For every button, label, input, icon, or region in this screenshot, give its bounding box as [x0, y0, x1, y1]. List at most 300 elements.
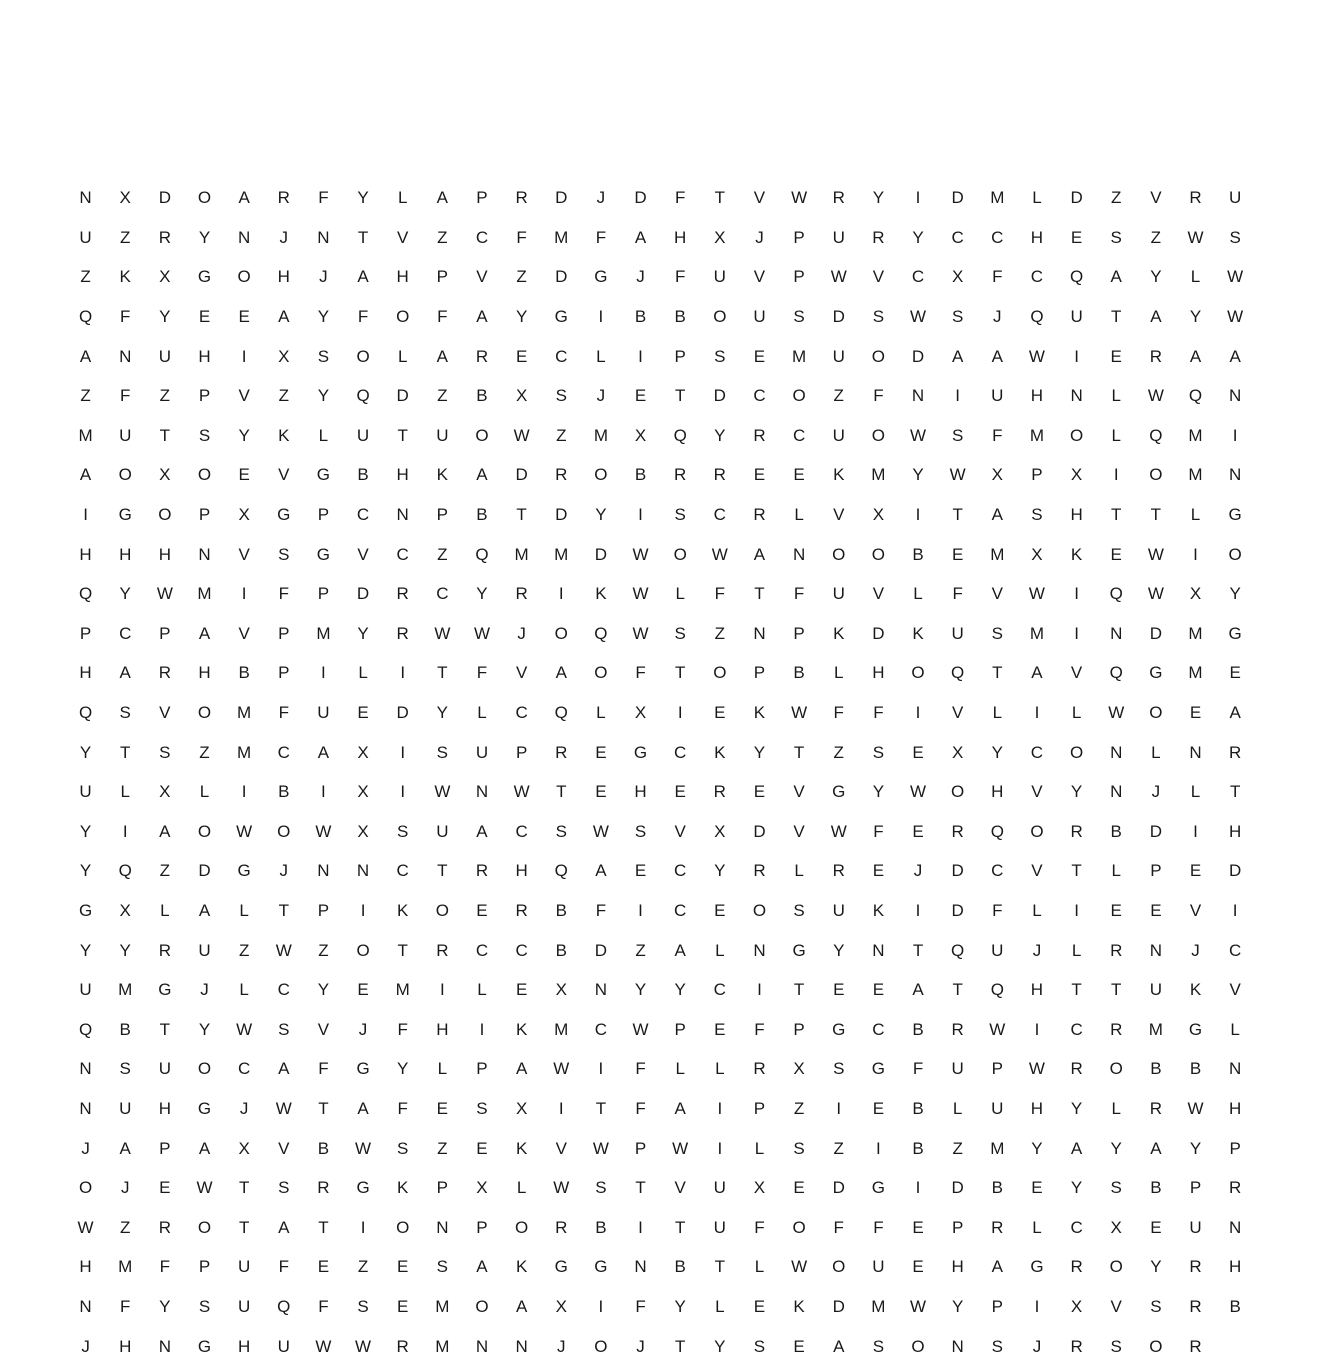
grid-letter: A [476, 821, 489, 841]
grid-letter: L [715, 1059, 726, 1079]
grid-letter: N [1070, 386, 1084, 406]
grid-letter: W [910, 307, 927, 327]
grid-letter: M [435, 1336, 450, 1356]
grid-letter: N [515, 1336, 529, 1356]
grid-letter: U [119, 425, 132, 445]
grid-letter: A [317, 742, 330, 762]
grid-letter: L [1032, 900, 1043, 920]
grid-letter: F [476, 663, 488, 683]
grid-letter: X [555, 1296, 568, 1316]
grid-letter: L [992, 703, 1003, 723]
grid-letter: E [872, 980, 885, 1000]
grid-letter: D [396, 386, 410, 406]
grid-letter: P [1150, 861, 1163, 881]
grid-letter: N [951, 1336, 965, 1356]
grid-letter: R [753, 1059, 767, 1079]
grid-letter: N [1110, 623, 1123, 643]
grid-letter: J [81, 1336, 91, 1356]
grid-letter: R [1189, 1336, 1203, 1356]
grid-letter: I [638, 505, 644, 525]
grid-letter: P [436, 1178, 449, 1198]
grid-letter: U [436, 821, 449, 841]
grid-letter: L [1111, 425, 1122, 445]
grid-letter: L [1190, 267, 1201, 287]
grid-letter: U [237, 1257, 251, 1277]
grid-letter: V [357, 544, 370, 564]
grid-letter: S [555, 386, 568, 406]
grid-letter: V [872, 267, 885, 287]
grid-letter: E [1229, 663, 1242, 683]
grid-letter: B [476, 505, 489, 525]
grid-letter: S [1031, 505, 1044, 525]
grid-letter: O [396, 1217, 410, 1237]
grid-letter: E [872, 861, 885, 881]
grid-letter: B [912, 544, 925, 564]
grid-letter: T [674, 1217, 686, 1237]
grid-letter: J [1032, 1336, 1042, 1356]
grid-letter: I [321, 663, 327, 683]
grid-letter: C [475, 227, 489, 247]
grid-letter: X [951, 742, 964, 762]
grid-letter: Z [437, 1138, 449, 1158]
grid-letter: P [436, 505, 449, 525]
grid-letter: P [317, 584, 330, 604]
grid-letter: W [910, 782, 927, 802]
grid-letter: P [793, 227, 806, 247]
grid-letter: C [515, 703, 529, 723]
grid-letter: R [1149, 1098, 1163, 1118]
grid-letter: T [714, 188, 726, 208]
grid-letter: T [793, 980, 805, 1000]
grid-letter: G [197, 1336, 212, 1356]
grid-letter: T [1111, 505, 1122, 525]
grid-letter: F [674, 188, 686, 208]
grid-letter: H [1030, 227, 1044, 247]
grid-letter: B [634, 307, 647, 327]
grid-letter: K [793, 1296, 806, 1316]
grid-letter: Y [119, 940, 132, 960]
grid-letter: Y [991, 742, 1004, 762]
grid-letter: Z [714, 623, 726, 643]
grid-letter: S [793, 1138, 806, 1158]
grid-letter: Y [79, 821, 92, 841]
grid-row [66, 574, 1256, 614]
grid-letter: Z [952, 1138, 964, 1158]
grid-letter: H [237, 1336, 251, 1356]
grid-letter: Z [833, 1138, 845, 1158]
grid-letter: V [1110, 1296, 1123, 1316]
grid-letter: U [79, 227, 93, 247]
grid-letter: L [477, 980, 488, 1000]
grid-letter: F [159, 1257, 171, 1277]
grid-letter: A [1150, 307, 1163, 327]
grid-letter: Q [475, 544, 490, 564]
grid-letter: S [436, 1257, 449, 1277]
grid-letter: Y [317, 386, 330, 406]
grid-letter: A [198, 1138, 211, 1158]
grid-letter: L [199, 782, 210, 802]
grid-letter: A [357, 1098, 370, 1118]
grid-letter: N [872, 940, 886, 960]
grid-letter: Z [120, 227, 131, 247]
grid-letter: Z [159, 386, 171, 406]
grid-letter: C [674, 861, 687, 881]
grid-letter: S [436, 742, 449, 762]
grid-letter: N [475, 782, 489, 802]
grid-letter: H [1030, 980, 1044, 1000]
grid-letter: A [238, 188, 251, 208]
grid-letter: E [515, 346, 528, 366]
grid-letter: F [952, 584, 964, 604]
grid-letter: P [476, 1217, 489, 1237]
grid-letter: N [79, 1296, 93, 1316]
grid-letter: I [638, 900, 644, 920]
grid-letter: S [1110, 1178, 1123, 1198]
grid-row [66, 693, 1256, 733]
grid-letter: B [278, 782, 290, 802]
grid-letter: M [554, 544, 569, 564]
grid-letter: E [753, 782, 766, 802]
grid-letter: M [1029, 425, 1045, 445]
grid-letter: T [793, 742, 805, 762]
grid-letter: D [515, 465, 529, 485]
grid-letter: T [159, 1019, 171, 1039]
grid-letter: J [596, 188, 606, 208]
grid-letter: D [951, 188, 965, 208]
grid-letter: V [278, 1138, 290, 1158]
grid-letter: J [517, 623, 527, 643]
grid-row [66, 1207, 1256, 1247]
grid-letter: T [516, 505, 528, 525]
grid-letter: G [1030, 1257, 1045, 1277]
grid-letter: I [1034, 1019, 1040, 1039]
grid-letter: F [635, 1296, 647, 1316]
grid-letter: B [912, 1098, 925, 1118]
grid-letter: J [81, 1138, 91, 1158]
grid-letter: E [238, 307, 251, 327]
grid-letter: D [832, 1178, 846, 1198]
grid-letter: W [791, 703, 808, 723]
grid-letter: C [515, 940, 529, 960]
grid-letter: W [910, 425, 927, 445]
grid-letter: R [951, 1019, 965, 1039]
grid-letter: U [79, 782, 93, 802]
grid-letter: F [992, 900, 1003, 920]
grid-letter: G [277, 505, 291, 525]
grid-row [66, 1247, 1256, 1287]
grid-letter: Z [120, 1217, 131, 1237]
grid-letter: H [1229, 1098, 1242, 1118]
grid-letter: Q [1030, 307, 1045, 327]
grid-letter: G [792, 940, 807, 960]
grid-letter: J [596, 386, 606, 406]
grid-letter: R [515, 584, 529, 604]
grid-letter: M [554, 227, 569, 247]
grid-letter: A [278, 307, 290, 327]
grid-letter: N [356, 861, 370, 881]
grid-letter: B [1229, 1296, 1242, 1316]
grid-letter: M [1188, 425, 1204, 445]
grid-letter: E [912, 1217, 925, 1237]
grid-letter: G [1188, 1019, 1203, 1039]
grid-letter: P [436, 267, 449, 287]
grid-letter: X [1070, 1296, 1083, 1316]
grid-letter: L [715, 940, 726, 960]
grid-letter: M [118, 980, 133, 1000]
grid-letter: R [872, 227, 886, 247]
grid-letter: H [119, 544, 132, 564]
grid-letter: L [239, 900, 250, 920]
grid-letter: D [832, 307, 846, 327]
grid-letter: V [159, 703, 172, 723]
grid-letter: N [475, 1336, 489, 1356]
grid-letter: N [1229, 386, 1242, 406]
grid-letter: P [634, 1138, 647, 1158]
grid-letter: C [594, 1019, 608, 1039]
grid-letter: U [198, 940, 212, 960]
grid-letter: E [198, 307, 211, 327]
grid-letter: I [598, 1059, 604, 1079]
grid-letter: V [833, 505, 845, 525]
grid-letter: O [1109, 1257, 1124, 1277]
grid-letter: V [317, 1019, 330, 1039]
grid-letter: W [1227, 307, 1244, 327]
grid-letter: W [1187, 1098, 1205, 1118]
grid-letter: R [555, 1217, 568, 1237]
grid-letter: P [317, 505, 330, 525]
grid-letter: B [555, 940, 568, 960]
grid-letter: Z [556, 425, 567, 445]
grid-letter: C [674, 900, 687, 920]
grid-letter: T [238, 1217, 250, 1237]
grid-letter: U [1189, 1217, 1203, 1237]
grid-letter: N [1110, 742, 1123, 762]
grid-letter: G [316, 465, 331, 485]
grid-letter: P [278, 623, 290, 643]
grid-letter: V [991, 584, 1004, 604]
grid-letter: N [1189, 742, 1203, 762]
grid-letter: E [793, 1178, 806, 1198]
grid-letter: E [1150, 900, 1163, 920]
grid-letter: E [357, 980, 370, 1000]
grid-letter: I [717, 1098, 723, 1118]
grid-letter: E [1189, 861, 1202, 881]
grid-letter: M [1188, 663, 1204, 683]
grid-letter: D [555, 267, 568, 287]
grid-letter: S [1150, 1296, 1163, 1316]
grid-letter: U [753, 307, 767, 327]
grid-letter: K [833, 623, 845, 643]
grid-letter: W [434, 623, 451, 643]
grid-letter: A [1150, 1138, 1163, 1158]
grid-letter: K [833, 465, 845, 485]
grid-letter: L [1111, 861, 1122, 881]
grid-letter: Y [1150, 1257, 1163, 1277]
grid-letter: B [912, 1019, 925, 1039]
grid-letter: Y [357, 188, 370, 208]
grid-letter: R [1110, 940, 1123, 960]
grid-letter: R [515, 900, 529, 920]
grid-letter: E [753, 465, 766, 485]
grid-letter: D [555, 505, 568, 525]
grid-letter: S [397, 821, 409, 841]
grid-letter: Z [80, 386, 92, 406]
grid-letter: A [119, 1138, 132, 1158]
grid-letter: S [872, 307, 885, 327]
grid-letter: P [79, 623, 92, 643]
grid-letter: I [241, 346, 247, 366]
grid-letter: O [1069, 425, 1084, 445]
grid-letter: Z [80, 267, 92, 287]
grid-letter: S [397, 1138, 409, 1158]
grid-letter: E [753, 1296, 766, 1316]
grid-letter: C [951, 227, 965, 247]
grid-letter: E [872, 1098, 885, 1118]
grid-letter: S [951, 307, 964, 327]
grid-letter: B [357, 465, 370, 485]
grid-letter: G [633, 742, 648, 762]
grid-letter: F [873, 703, 885, 723]
grid-letter: Y [674, 1296, 687, 1316]
grid-letter: H [79, 544, 93, 564]
grid-letter: K [436, 465, 449, 485]
grid-letter: S [634, 821, 647, 841]
grid-letter: U [991, 1098, 1004, 1118]
grid-row [66, 336, 1256, 376]
grid-letter: R [555, 465, 568, 485]
grid-letter: I [915, 1178, 921, 1198]
grid-letter: R [475, 861, 489, 881]
grid-letter: G [1228, 623, 1243, 643]
grid-letter: Q [277, 1296, 291, 1316]
grid-letter: N [1229, 1217, 1242, 1237]
grid-letter: U [475, 742, 489, 762]
grid-letter: I [400, 742, 406, 762]
grid-letter: I [1074, 900, 1080, 920]
grid-row [66, 891, 1256, 931]
grid-letter: R [1229, 1178, 1242, 1198]
grid-letter: U [277, 1336, 291, 1356]
grid-letter: R [713, 465, 727, 485]
grid-letter: I [400, 782, 406, 802]
grid-letter: D [713, 386, 727, 406]
grid-letter: A [515, 1059, 528, 1079]
grid-letter: C [396, 544, 410, 564]
grid-letter: X [238, 1138, 251, 1158]
grid-letter: U [832, 346, 846, 366]
grid-letter: P [317, 900, 330, 920]
grid-letter: Q [554, 703, 569, 723]
grid-letter: X [159, 465, 172, 485]
grid-letter: W [1028, 584, 1046, 604]
grid-letter: M [118, 1257, 133, 1277]
grid-letter: L [834, 663, 844, 683]
grid-letter: P [793, 623, 806, 643]
grid-letter: L [675, 1059, 686, 1079]
grid-letter: X [159, 267, 172, 287]
grid-letter: K [119, 267, 132, 287]
grid-letter: X [119, 188, 132, 208]
grid-letter: K [1189, 980, 1202, 1000]
grid-letter: D [951, 861, 965, 881]
grid-letter: M [593, 425, 609, 445]
grid-row [66, 534, 1256, 574]
grid-letter: T [952, 980, 964, 1000]
grid-letter: W [315, 821, 332, 841]
grid-letter: H [198, 663, 212, 683]
grid-letter: F [357, 307, 369, 327]
grid-letter: E [634, 386, 647, 406]
grid-letter: S [674, 505, 687, 525]
grid-letter: V [238, 623, 251, 643]
grid-letter: O [515, 1217, 529, 1237]
grid-letter: E [397, 1257, 409, 1277]
grid-letter: O [1109, 1059, 1124, 1079]
grid-letter: N [594, 980, 608, 1000]
grid-row [66, 495, 1256, 535]
grid-letter: D [1070, 188, 1084, 208]
grid-letter: I [1034, 703, 1040, 723]
grid-row [66, 178, 1256, 218]
grid-letter: I [638, 1217, 644, 1237]
grid-letter: L [1230, 1019, 1241, 1039]
grid-letter: R [475, 346, 489, 366]
grid-letter: T [595, 1098, 607, 1118]
grid-letter: T [952, 505, 964, 525]
grid-letter: E [317, 1257, 330, 1277]
grid-letter: O [78, 1178, 93, 1198]
grid-letter: O [832, 544, 846, 564]
grid-letter: D [1229, 861, 1242, 881]
grid-letter: Y [79, 940, 92, 960]
grid-letter: I [638, 346, 644, 366]
grid-letter: X [159, 782, 172, 802]
grid-letter: T [674, 1336, 686, 1356]
grid-letter: V [1229, 980, 1242, 1000]
grid-letter: V [674, 821, 687, 841]
grid-row [66, 653, 1256, 693]
grid-letter: Y [1150, 267, 1163, 287]
grid-letter: E [1110, 544, 1123, 564]
grid-letter: K [515, 1019, 528, 1039]
grid-letter: Q [990, 821, 1005, 841]
grid-letter: Q [78, 1019, 93, 1039]
grid-letter: Y [872, 188, 885, 208]
grid-letter: K [595, 584, 608, 604]
grid-letter: Y [79, 861, 92, 881]
grid-letter: K [1070, 544, 1083, 564]
grid-letter: Y [198, 1019, 211, 1039]
grid-letter: O [197, 1217, 212, 1237]
grid-letter: U [1070, 307, 1084, 327]
grid-letter: W [1028, 1059, 1046, 1079]
grid-letter: Q [990, 980, 1005, 1000]
grid-letter: J [755, 227, 765, 247]
grid-letter: W [77, 1217, 95, 1237]
grid-letter: J [1151, 782, 1161, 802]
grid-letter: I [876, 1138, 882, 1158]
grid-letter: A [1110, 267, 1123, 287]
grid-letter: S [872, 742, 885, 762]
grid-letter: O [158, 505, 172, 525]
grid-letter: O [435, 900, 450, 920]
grid-letter: J [636, 1336, 646, 1356]
grid-letter: R [1110, 1019, 1123, 1039]
grid-letter: C [277, 742, 291, 762]
grid-letter: I [1074, 584, 1080, 604]
grid-letter: U [317, 703, 331, 723]
grid-row [66, 812, 1256, 852]
